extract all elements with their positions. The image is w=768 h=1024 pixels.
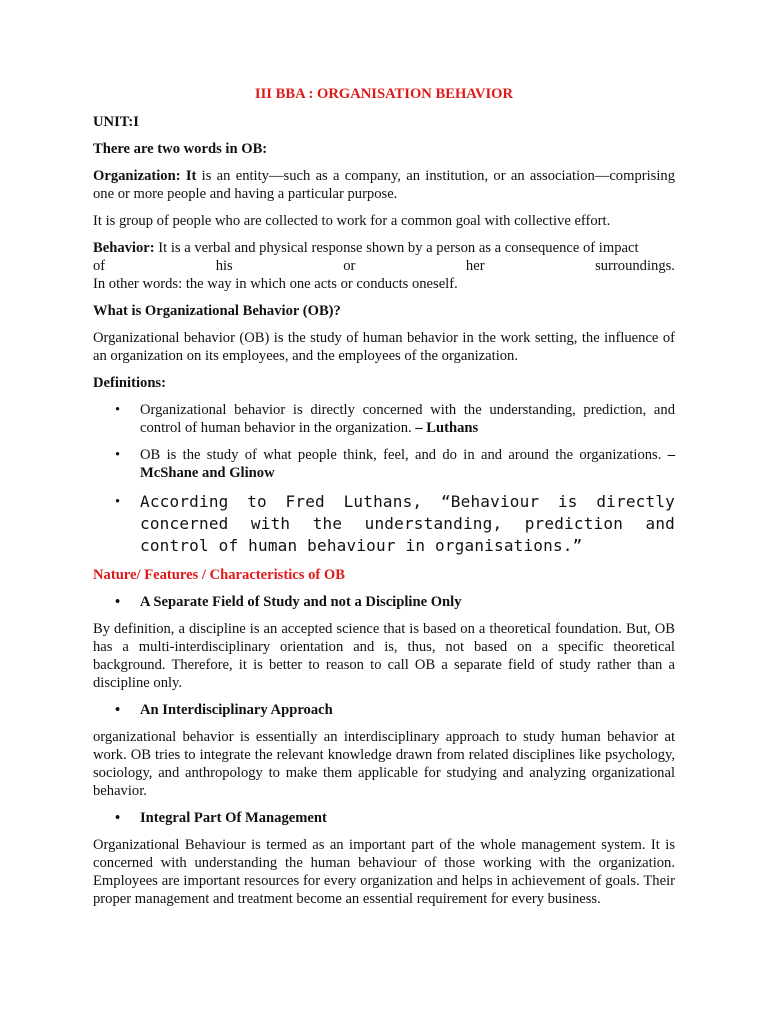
definition-text: Organizational behavior is directly concerned with the understanding, prediction, and control of human behavior in the organization. [140,402,675,436]
what-is-ob-heading: What is Organizational Behavior (OB)? [93,303,341,319]
bullet-icon: • [115,702,121,718]
feature-title-text: An Interdisciplinary Approach [140,702,333,718]
behavior-text: It is a verbal and physical response shown by a person as a consequence of impact [154,240,639,256]
bullet-icon: • [115,402,121,418]
behavior-word: surroundings. [595,258,675,274]
behavior-paragraph [93,239,675,293]
definition-item [93,401,675,437]
ob-definition-paragraph: Organizational behavior (OB) is the study of human behavior in the work setting, the influence of an organization on its employees, and the employees of the organization. [93,330,675,364]
feature-paragraph: organizational behavior is essentially an interdisciplinary approach to study human behavior at work. OB tries to integrate the relevant knowledge drawn from related disciplines like psychology, sociology, and anthropology to make them applicable for studying and analyzing organizational behavior. [93,729,675,799]
behavior-word: or [343,258,356,274]
feature-list-2 [93,701,675,719]
definition-item [93,446,675,482]
definition-author: – McShane and Glinow [140,447,675,481]
feature-list-1 [93,593,675,611]
definition-text: According to Fred Luthans, “Behaviour is directly concerned with the understanding, prediction and control of human behaviour in organisations.” [140,492,675,555]
organization-paragraph [93,167,675,203]
behavior-word: her [465,258,485,274]
definition-author: – Luthans [415,420,479,436]
behavior-word: of [93,258,106,274]
definitions-list [93,401,675,557]
organization-text: is an entity—such as a company, an institution, or an association—comprising one or more people and having a particular purpose. [93,168,675,202]
feature-list-3 [93,809,675,827]
behavior-label: Behavior: [93,240,155,256]
organization-label: Organization: It [93,168,197,184]
feature-title-text: Integral Part Of Management [140,810,327,826]
bullet-icon: • [115,810,121,826]
group-paragraph: It is group of people who are collected to work for a common goal with collective effort. [93,213,611,229]
other-words-text: In other words: the way in which one acts or conducts oneself. [93,276,458,292]
feature-paragraph: Organizational Behaviour is termed as an important part of the whole management system. It is concerned with understanding the human behaviour of those working with the organization. Employees are important resources for every organization and helps in achievement of goals. Their proper management and treatment become an essential requirement for every business. [93,837,675,907]
feature-title [93,809,675,827]
two-words-heading: There are two words in OB: [93,141,268,157]
definition-text: OB is the study of what people think, feel, and do in and around the organizations. [140,447,668,463]
behavior-word: his [215,258,233,274]
feature-title [93,701,675,719]
behavior-spread-line [93,257,675,275]
nature-heading: Nature/ Features / Characteristics of OB [93,567,345,583]
feature-paragraph: By definition, a discipline is an accepted science that is based on a theoretical foundation. But, OB has a multi-interdisciplinary orientation and is, thus, not based on a specific theoretical background. Therefore, it is better to reason to call OB a separate field of study rather than a discipline only. [93,621,675,691]
bullet-icon: • [115,447,121,463]
bullet-icon: • [115,594,121,610]
bullet-icon: • [115,494,121,510]
document-title: III BBA : ORGANISATION BEHAVIOR [254,86,514,102]
unit-heading: UNIT:I [93,114,139,130]
definition-item [93,491,675,557]
definitions-heading: Definitions: [93,375,166,391]
feature-title [93,593,675,611]
feature-title-text: A Separate Field of Study and not a Discipline Only [140,594,462,610]
